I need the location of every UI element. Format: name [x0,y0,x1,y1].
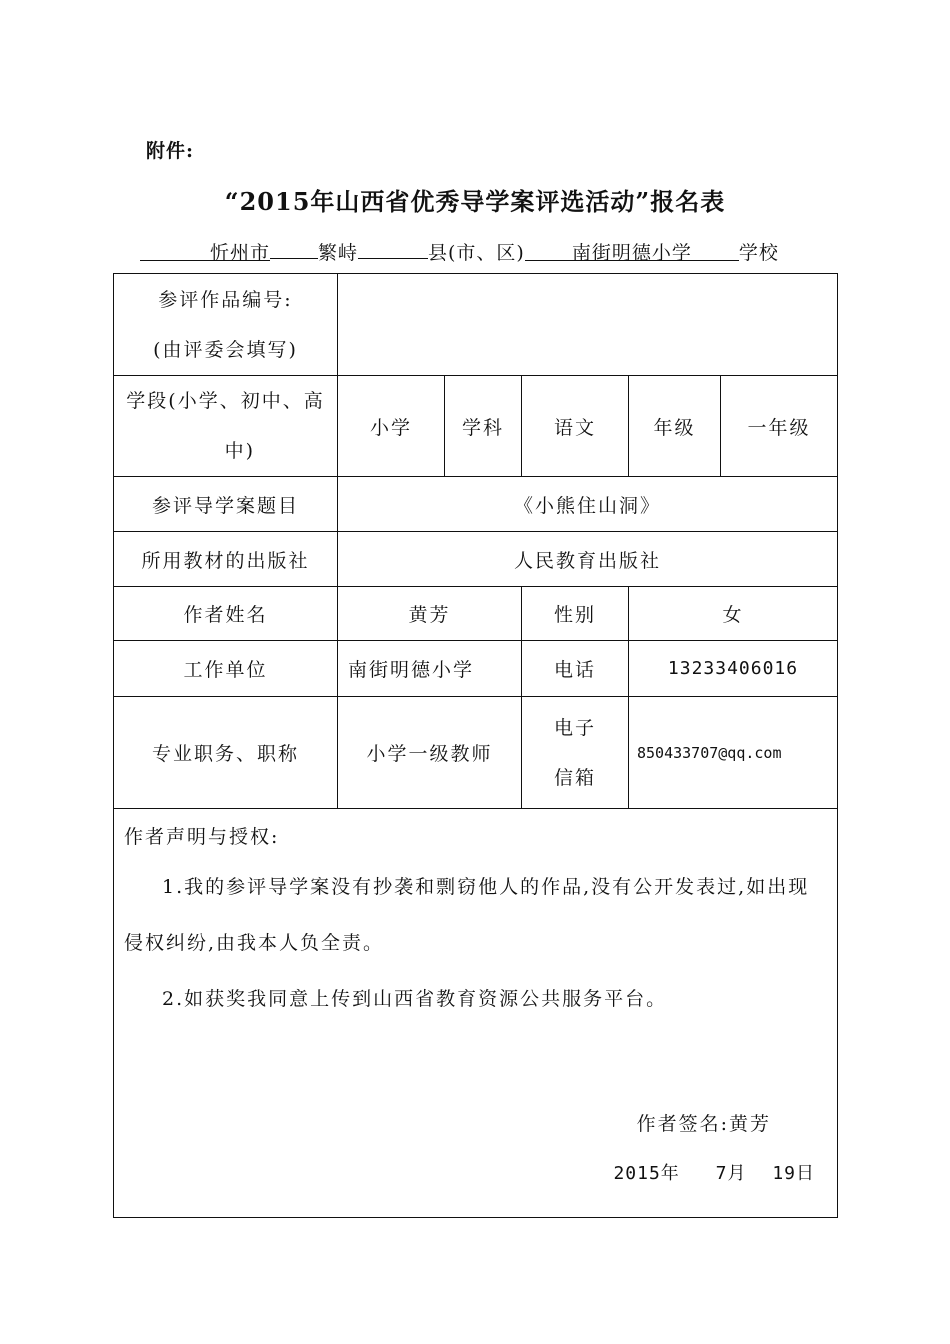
school-field [525,238,739,264]
row-declaration [114,809,838,1218]
signature-line [637,1109,771,1136]
row-author [114,587,838,641]
author-label: 作者姓名 [114,587,338,641]
county-suffix: 县(市、区) [428,242,525,264]
city-field [140,238,270,264]
row-title [114,697,838,809]
declaration-item-1: 1.我的参评导学案没有抄袭和剽窃他人的作品,没有公开发表过,如出现侵权纠纷,由我本人负全责。 [124,876,810,954]
school-suffix: 学校 [738,242,779,264]
date-month-unit: 月 [727,1163,747,1184]
unit-label: 工作单位 [114,641,338,697]
row-publisher [114,532,838,587]
title-value: 小学一级教师 [338,697,522,809]
entry-number-label-line-2: (由评委会填写) [153,338,298,361]
date-day-unit: 日 [796,1163,816,1184]
county-value: 繁峙 [318,242,359,264]
attachment-label: 附件: [146,140,195,162]
date-year: 2015 [613,1163,661,1184]
signature-value: 黄芳 [729,1113,772,1135]
city-county-gap [270,236,318,259]
date-month: 7 [715,1163,728,1184]
stage-label-line-1: 学段(小学、初中、高 [126,390,325,412]
declaration-cell [114,809,838,1218]
school-value: 南街明德小学 [571,242,692,264]
region-line [140,236,779,265]
declaration-item-2: 2.如获奖我同意上传到山西省教育资源公共服务平台。 [162,988,668,1010]
subject-value: 语文 [522,376,629,477]
registration-table [113,273,838,1218]
stage-label-line-2: 中) [224,440,255,462]
email-label-line-2: 信箱 [553,766,596,789]
topic-value: 《小熊住山洞》 [338,477,838,532]
entry-number-label-line-1: 参评作品编号: [158,288,293,311]
signature-label: 作者签名: [636,1113,729,1135]
row-unit [114,641,838,697]
date-year-unit: 年 [660,1163,680,1184]
phone-value: 13233406016 [629,641,838,697]
city-value: 忻州市 [209,242,270,264]
email-label-line-1: 电子 [553,716,596,739]
entry-number-label [114,274,338,376]
topic-label: 参评导学案题目 [114,477,338,532]
entry-number-value [338,274,838,376]
declaration-heading: 作者声明与授权: [124,826,280,848]
stage-label [114,376,338,477]
signature-date [613,1159,815,1185]
publisher-value: 人民教育出版社 [338,532,838,587]
county-blank [358,236,428,259]
phone-label: 电话 [522,641,629,697]
gender-value: 女 [629,587,838,641]
subject-label: 学科 [445,376,522,477]
unit-value: 南街明德小学 [338,641,522,697]
author-value: 黄芳 [338,587,522,641]
grade-value: 一年级 [721,376,838,477]
grade-label: 年级 [629,376,721,477]
date-day: 19 [772,1163,797,1184]
email-value: 850433707@qq.com [629,697,838,809]
row-stage [114,376,838,477]
form-title: “2015年山西省优秀导学案评选活动”报名表 [224,187,726,216]
publisher-label: 所用教材的出版社 [114,532,338,587]
title-label: 专业职务、职称 [114,697,338,809]
row-entry-number [114,274,838,376]
email-label [522,697,629,809]
stage-value: 小学 [338,376,445,477]
row-topic [114,477,838,532]
gender-label: 性别 [522,587,629,641]
